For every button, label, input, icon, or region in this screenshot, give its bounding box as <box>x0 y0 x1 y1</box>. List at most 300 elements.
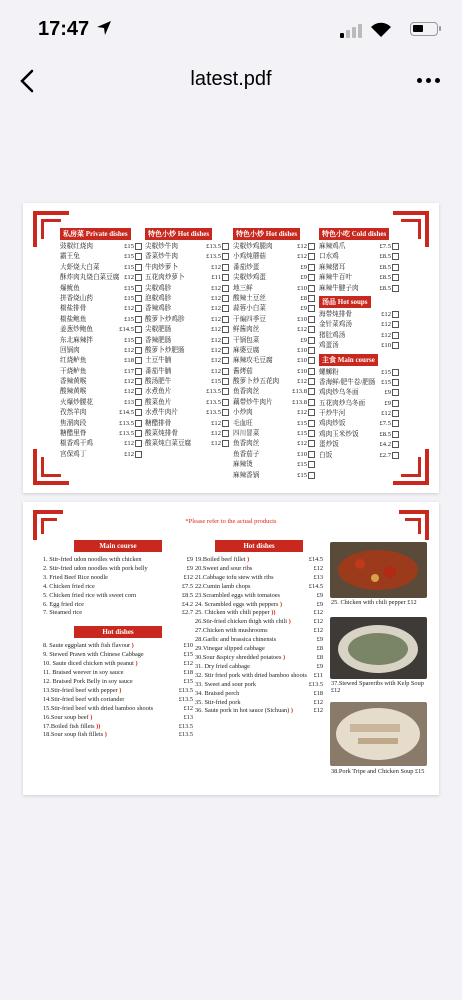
dish-price: £15 <box>124 315 142 325</box>
dish-price: £18 <box>183 669 193 677</box>
dish-name: 3. Fried Beef Rice noodle <box>43 573 108 581</box>
dish-row <box>145 387 229 397</box>
dish-name: 26.Stir-fried chicken thigh with chili <box>195 618 288 626</box>
dish-row <box>233 242 315 252</box>
dish-photo-tripe-soup <box>330 702 427 766</box>
dish-name: 酸汤肥牛 <box>145 378 172 386</box>
dish-list <box>319 368 399 462</box>
dish-price: £12 <box>124 377 142 387</box>
dish-price: £15 <box>297 460 315 470</box>
dish-name: 27.Chicken with mushrooms <box>195 627 268 635</box>
dish-price: £15 <box>381 368 399 378</box>
dish-row <box>60 336 142 346</box>
dish-price: £13.8 <box>292 398 315 408</box>
dish-price: £2.7 <box>379 451 399 461</box>
dish-price: £10 <box>381 341 399 351</box>
dish-row <box>195 672 323 681</box>
dish-row <box>60 242 142 252</box>
dish-price: £13.5 <box>206 387 229 397</box>
dish-name: 9. Stewed Prawn with Chinese Cabbage <box>43 651 144 659</box>
dish-price: £15 <box>124 263 142 273</box>
dish-price: £12 <box>313 707 323 715</box>
dish-list <box>233 242 315 481</box>
dish-row <box>195 556 323 565</box>
dish-price: £10 <box>183 642 193 650</box>
dish-list <box>195 556 323 716</box>
dish-name: 香辣肥肠 <box>145 336 172 344</box>
dish-name: 糖醋里脊 <box>60 430 87 438</box>
dish-price: £12 <box>124 346 142 356</box>
photo-caption: 25. Chicken with chili pepper £12 <box>331 599 417 606</box>
section-header: 主食 Main course <box>319 354 378 366</box>
dish-row <box>233 325 315 335</box>
dish-row <box>233 336 315 346</box>
dish-name: 白饭 <box>319 451 333 459</box>
dish-name: 鸡肉玉米炒饭 <box>319 430 359 438</box>
dish-price: £12 <box>211 325 229 335</box>
dish-price: £8.5 <box>379 252 399 262</box>
dish-price: £8.5 <box>379 263 399 273</box>
dish-row <box>145 263 229 273</box>
dish-name: 孜然羊肉 <box>60 409 87 417</box>
dish-row <box>145 429 229 439</box>
dish-price: £2.7 <box>181 609 193 617</box>
chili-icon: ) <box>130 642 134 650</box>
dish-row <box>145 242 229 252</box>
dish-row <box>43 660 193 669</box>
dish-row <box>60 325 142 335</box>
dish-name: 麻辣香锅 <box>233 471 260 479</box>
dish-row <box>43 731 193 740</box>
dish-row <box>145 439 229 449</box>
dish-row <box>43 705 193 714</box>
main-course-section <box>43 540 193 740</box>
chili-icon: ) <box>289 707 293 715</box>
section-header: Main course <box>74 540 162 552</box>
dish-row <box>195 636 323 645</box>
dish-price: £8.5 <box>379 430 399 440</box>
dish-price: £12 <box>313 618 323 626</box>
dish-row <box>43 565 193 574</box>
dish-row <box>195 707 323 716</box>
dish-name: 14.Stir-fried beef with coriander <box>43 695 125 703</box>
dish-price: £15 <box>297 429 315 439</box>
dish-row <box>233 377 315 387</box>
dish-row <box>145 336 229 346</box>
dish-name: 12. Braised Pork Belly in soy sauce <box>43 677 133 685</box>
dish-name: 酸萝卜炒鸡胗 <box>145 315 185 323</box>
dish-row <box>43 714 193 723</box>
dish-row <box>60 408 142 418</box>
dish-name: 4. Chicken fried rice <box>43 582 95 590</box>
dish-name: 麻辣猪耳 <box>319 263 346 271</box>
section-header: Hot dishes <box>215 540 303 552</box>
dish-name: 香辣鸡胗 <box>145 305 172 313</box>
dish-price: £8.5 <box>379 284 399 294</box>
dish-row <box>233 439 315 449</box>
dish-name: 姜葱炒鲍鱼 <box>60 326 93 334</box>
menu-column-hot-1 <box>145 228 229 450</box>
menu-column-private <box>60 228 142 460</box>
dish-row <box>195 654 323 663</box>
section-header: 特色小炒 Hot dishes <box>233 228 300 240</box>
dish-name: 1. Stir-fried udon noodles with chicken <box>43 556 142 563</box>
dish-row <box>233 252 315 262</box>
dish-row <box>43 556 193 565</box>
dish-name: 焦溜肉段 <box>60 419 87 427</box>
dish-row <box>233 387 315 397</box>
dish-price: £18 <box>124 356 142 366</box>
dish-price: £12 <box>211 367 229 377</box>
chili-icon: ) <box>281 653 286 661</box>
dish-row <box>60 252 142 262</box>
dish-name: 30.Sour &spicy shredded potatoes <box>195 653 282 661</box>
dish-name: 番茄牛腩 <box>145 367 172 375</box>
chili-icon: ) <box>117 686 122 694</box>
dish-price: £17 <box>124 367 142 377</box>
dish-name: 四川冒菜 <box>233 430 260 438</box>
dish-row <box>145 367 229 377</box>
dish-row <box>145 304 229 314</box>
dish-name: 香辣黄喉 <box>60 378 87 386</box>
dish-price: £4.2 <box>181 600 193 608</box>
dish-price: £15 <box>124 284 142 294</box>
dish-price: £12 <box>211 263 229 273</box>
dish-price: £12 <box>211 439 229 449</box>
dish-name: 蒜蓉小白菜 <box>233 305 266 313</box>
dish-price: £8.5 <box>379 273 399 283</box>
dish-price: £15 <box>211 377 229 387</box>
dish-price: £12 <box>124 439 142 449</box>
dish-name: 尖椒炒鸡腿肉 <box>233 243 273 250</box>
dish-price: £9 <box>300 273 315 283</box>
dish-price: £12 <box>211 356 229 366</box>
dish-name: 17.Boiled fish fillets <box>43 722 95 730</box>
dish-price: £10 <box>297 284 315 294</box>
dish-name: 东北麻辣拌 <box>60 336 93 344</box>
dish-name: 鱼香肉丝 <box>233 388 260 396</box>
dish-row <box>60 367 142 377</box>
dish-name: 糖醋排骨 <box>145 419 172 427</box>
dish-name: 火爆炒腰花 <box>60 398 93 406</box>
dish-price: £13.5 <box>206 408 229 418</box>
dish-name: 泡椒鸡胗 <box>145 294 172 302</box>
dish-name: 回锅肉 <box>60 346 80 354</box>
dish-price: £18 <box>313 689 323 697</box>
dish-name: 尖椒肥肠 <box>145 326 172 334</box>
dish-row <box>319 273 399 283</box>
dish-price: £10 <box>297 315 315 325</box>
dish-price: £12 <box>211 294 229 304</box>
dish-row <box>233 408 315 418</box>
dish-price: £10 <box>297 450 315 460</box>
dish-name: 20.Sweet and sour ribs <box>195 564 253 572</box>
dish-name: 酸萝卜炒肥肠 <box>145 346 185 354</box>
dish-row <box>60 450 142 460</box>
dish-price: £10 <box>297 346 315 356</box>
dish-name: 尖椒炒鸡蛋 <box>233 274 266 282</box>
section-header: 汤品 Hot soups <box>319 296 371 308</box>
dish-price: £12 <box>124 273 142 283</box>
dish-name: 干锅包菜 <box>233 336 260 344</box>
dish-row <box>319 378 399 388</box>
dish-row <box>319 430 399 440</box>
dish-row <box>319 310 399 320</box>
dish-price: £9 <box>316 662 323 670</box>
dish-row <box>43 687 193 696</box>
status-time: 17:47 <box>38 18 90 40</box>
dish-price: £9 <box>316 600 323 608</box>
nav-bar <box>0 56 462 106</box>
dish-price: £13.5 <box>119 419 142 429</box>
dish-price: £12 <box>381 320 399 330</box>
dish-name: 16.Sour soup beef <box>43 713 89 721</box>
document-title: latest.pdf <box>190 68 272 90</box>
dish-name: 24. Scrambled eggs with peppers <box>195 600 279 608</box>
dish-name: 酥炸肉丸烧白菜豆腐 <box>60 274 120 282</box>
dish-price: £14.5 <box>308 556 323 563</box>
dish-price: £13.5 <box>178 722 193 730</box>
dish-row <box>195 609 323 618</box>
dish-name: 椒盐排骨 <box>60 305 87 313</box>
section-header: 私房菜 Private dishes <box>60 228 131 240</box>
dish-row <box>233 304 315 314</box>
dish-row <box>145 408 229 418</box>
dish-name: 33. Sweet and sour pork <box>195 680 257 688</box>
section-header: 特色小吃 Cold dishes <box>319 228 389 240</box>
dish-name: 酸辣土豆丝 <box>233 294 266 302</box>
dish-price: £13.5 <box>206 252 229 262</box>
dish-price: £15 <box>297 471 315 481</box>
dish-name: 鸡肉炒饭 <box>319 420 346 428</box>
dish-name: 椒盐鲍鱼 <box>60 315 87 323</box>
dish-price: £4.2 <box>379 440 399 450</box>
dish-price: £9 <box>316 636 323 644</box>
dish-price: £9 <box>316 591 323 599</box>
dish-name: 6. Egg fried rice <box>43 600 84 608</box>
chili-icon: )) <box>269 609 276 617</box>
dish-row <box>195 565 323 574</box>
dish-price: £11 <box>313 671 323 679</box>
dish-row <box>319 252 399 262</box>
location-arrow-icon <box>96 20 112 36</box>
dish-price: £9 <box>186 564 193 572</box>
dish-name: 干煸四季豆 <box>233 315 266 323</box>
dish-list <box>60 242 142 460</box>
pdf-page-2 <box>23 502 439 795</box>
dish-list <box>43 642 193 740</box>
dish-price: £12 <box>183 573 193 581</box>
dish-row <box>43 651 193 660</box>
dish-price: £12 <box>211 304 229 314</box>
dish-row <box>43 574 193 583</box>
dish-name: 酸菜鱼片 <box>145 398 172 406</box>
dish-row <box>319 320 399 330</box>
dish-row <box>319 263 399 273</box>
dish-row <box>60 387 142 397</box>
dish-name: 11. Braised weever in soy sauce <box>43 669 124 677</box>
chili-icon: ) <box>103 731 107 739</box>
dish-row <box>233 315 315 325</box>
dish-name: 小炒肉 <box>233 409 253 417</box>
dish-name: 鱼香肉丝 <box>233 440 260 448</box>
dish-row <box>145 377 229 387</box>
dish-price: £12 <box>313 698 323 706</box>
dish-row <box>145 346 229 356</box>
dish-row <box>233 471 315 481</box>
dish-row <box>233 263 315 273</box>
dish-price: £13.5 <box>178 695 193 703</box>
dish-price: £13 <box>313 573 323 581</box>
dish-price: £15 <box>297 419 315 429</box>
dish-row <box>43 678 193 687</box>
dish-name: 麻辣鸡爪 <box>319 243 346 250</box>
disclaimer-note: *Please refer to the actual products <box>185 518 277 525</box>
dish-price: £12 <box>183 660 193 668</box>
dish-price: £12 <box>381 310 399 320</box>
dish-price: £10 <box>297 356 315 366</box>
dish-price: £12 <box>381 409 399 419</box>
dish-row <box>60 304 142 314</box>
photo-caption: 37.Stewed Spareribs with Kelp Soup £12 <box>331 680 424 694</box>
dish-name: 五花肉炒乌冬面 <box>319 399 366 407</box>
dish-name: 35. Stir-fried pork <box>195 698 241 706</box>
dish-row <box>145 273 229 283</box>
dish-name: 鸡肉炒乌冬面 <box>319 389 359 397</box>
dish-name: 蛋炒饭 <box>319 441 339 449</box>
dish-name: 拼香烧山药 <box>60 294 93 302</box>
dish-row <box>233 346 315 356</box>
dish-name: 海带炖排骨 <box>319 310 352 318</box>
dish-row <box>233 450 315 460</box>
dish-name: 10. Saute diced chicken with peanut <box>43 660 134 668</box>
dish-name: 爆鱿鱼 <box>60 284 80 292</box>
dish-name: 藕带炒牛肉片 <box>233 398 273 406</box>
dish-name: 土豆牛腩 <box>145 357 172 365</box>
dish-name: 21.Cabbage tofu stew with ribs <box>195 573 274 581</box>
dish-name: 32. Stir fried pork with dried bamboo shoots <box>195 671 307 679</box>
dish-row <box>195 592 323 601</box>
dish-row <box>43 601 193 610</box>
dish-list <box>319 242 399 294</box>
dish-name: 酸萝卜炒五花肉 <box>233 378 280 386</box>
dish-row <box>145 315 229 325</box>
dish-name: 酱烤茄 <box>233 367 253 375</box>
dish-name: 霸王兔 <box>60 253 80 261</box>
dish-price: £12 <box>313 564 323 572</box>
dish-name: 水煮牛肉片 <box>145 409 178 417</box>
dish-price: £12 <box>124 450 142 460</box>
dish-row <box>233 356 315 366</box>
dish-price: £13.5 <box>206 398 229 408</box>
dish-row <box>233 429 315 439</box>
hot-dishes-section <box>195 540 323 716</box>
dish-list <box>43 556 193 618</box>
dish-row <box>195 627 323 636</box>
dish-list <box>145 242 229 450</box>
dish-row <box>145 284 229 294</box>
dish-price: £12 <box>211 346 229 356</box>
dish-price: £12 <box>313 627 323 635</box>
dish-row <box>43 642 193 651</box>
dish-name: 13.Stir-fried beef with pepper <box>43 686 118 694</box>
status-bar <box>0 0 462 56</box>
dish-price: £9 <box>384 388 399 398</box>
dish-row <box>195 663 323 672</box>
dish-name: 宫保鸡丁 <box>60 450 87 458</box>
dish-price: £8 <box>316 645 323 653</box>
dish-row <box>43 723 193 732</box>
dish-name: 酸菜炖白菜豆腐 <box>145 440 192 448</box>
dish-price: £12 <box>211 429 229 439</box>
chili-icon: ) <box>278 600 283 608</box>
dish-name: 19.Boiled beef fillet <box>195 556 246 563</box>
dish-price: £12 <box>297 252 315 262</box>
dish-row <box>145 356 229 366</box>
dish-price: £12 <box>297 439 315 449</box>
dish-row <box>60 356 142 366</box>
dish-row <box>60 398 142 408</box>
dish-name: 香海鲜/肥牛卷/肥肠 <box>319 378 376 386</box>
more-options-icon[interactable] <box>417 78 440 83</box>
dish-name: 酸辣黄喉 <box>60 388 87 396</box>
dish-price: £15 <box>124 294 142 304</box>
dish-row <box>233 284 315 294</box>
dish-row <box>195 645 323 654</box>
dish-name: 螺蛳粉 <box>319 368 339 376</box>
dish-price: £13.5 <box>119 429 142 439</box>
dish-name: 毛血旺 <box>233 419 253 427</box>
pdf-page-1 <box>23 203 439 493</box>
battery-icon <box>410 22 438 36</box>
dish-price: £9 <box>300 336 315 346</box>
dish-price: £13 <box>124 398 142 408</box>
dish-name: 猪肚鸡汤 <box>319 331 346 339</box>
dish-row <box>233 294 315 304</box>
chili-icon: ) <box>287 618 291 626</box>
dish-price: £12 <box>297 242 315 252</box>
dish-row <box>43 583 193 592</box>
section-header: 特色小炒 Hot dishes <box>145 228 212 240</box>
dish-row <box>233 460 315 470</box>
dish-price: £15 <box>183 651 193 659</box>
dish-name: 34. Braised perch <box>195 689 240 697</box>
dish-name: 麻婆豆腐 <box>233 346 260 354</box>
menu-column-cold <box>319 228 399 461</box>
photo-caption: 38.Pork Tripe and Chicken Soup £15 <box>331 768 425 775</box>
dish-row <box>319 409 399 419</box>
dish-price: £15 <box>183 677 193 685</box>
dish-name: 5. Chicken fried rice with sweet corn <box>43 591 137 599</box>
chili-icon: ) <box>133 660 138 668</box>
dish-row <box>145 252 229 262</box>
dish-price: £12 <box>297 408 315 418</box>
dish-row <box>145 419 229 429</box>
dish-price: £13.5 <box>206 242 229 252</box>
dish-price: £12 <box>211 419 229 429</box>
cellular-signal-icon <box>340 24 362 38</box>
dish-price: £12 <box>124 304 142 314</box>
dish-name: 22.Cumin lamb chops <box>195 582 251 590</box>
dish-name: 豉椒红烧肉 <box>60 243 93 250</box>
dish-name: 地三鲜 <box>233 284 253 292</box>
dish-name: 麻辣牛百叶 <box>319 274 352 282</box>
dish-name: 干炒牛河 <box>319 410 346 418</box>
dish-name: 鲜酱肉丝 <box>233 326 260 334</box>
section-header: Hot dishes <box>74 626 162 638</box>
dish-name: 香菜炒牛肉 <box>145 253 178 261</box>
dish-row <box>60 377 142 387</box>
